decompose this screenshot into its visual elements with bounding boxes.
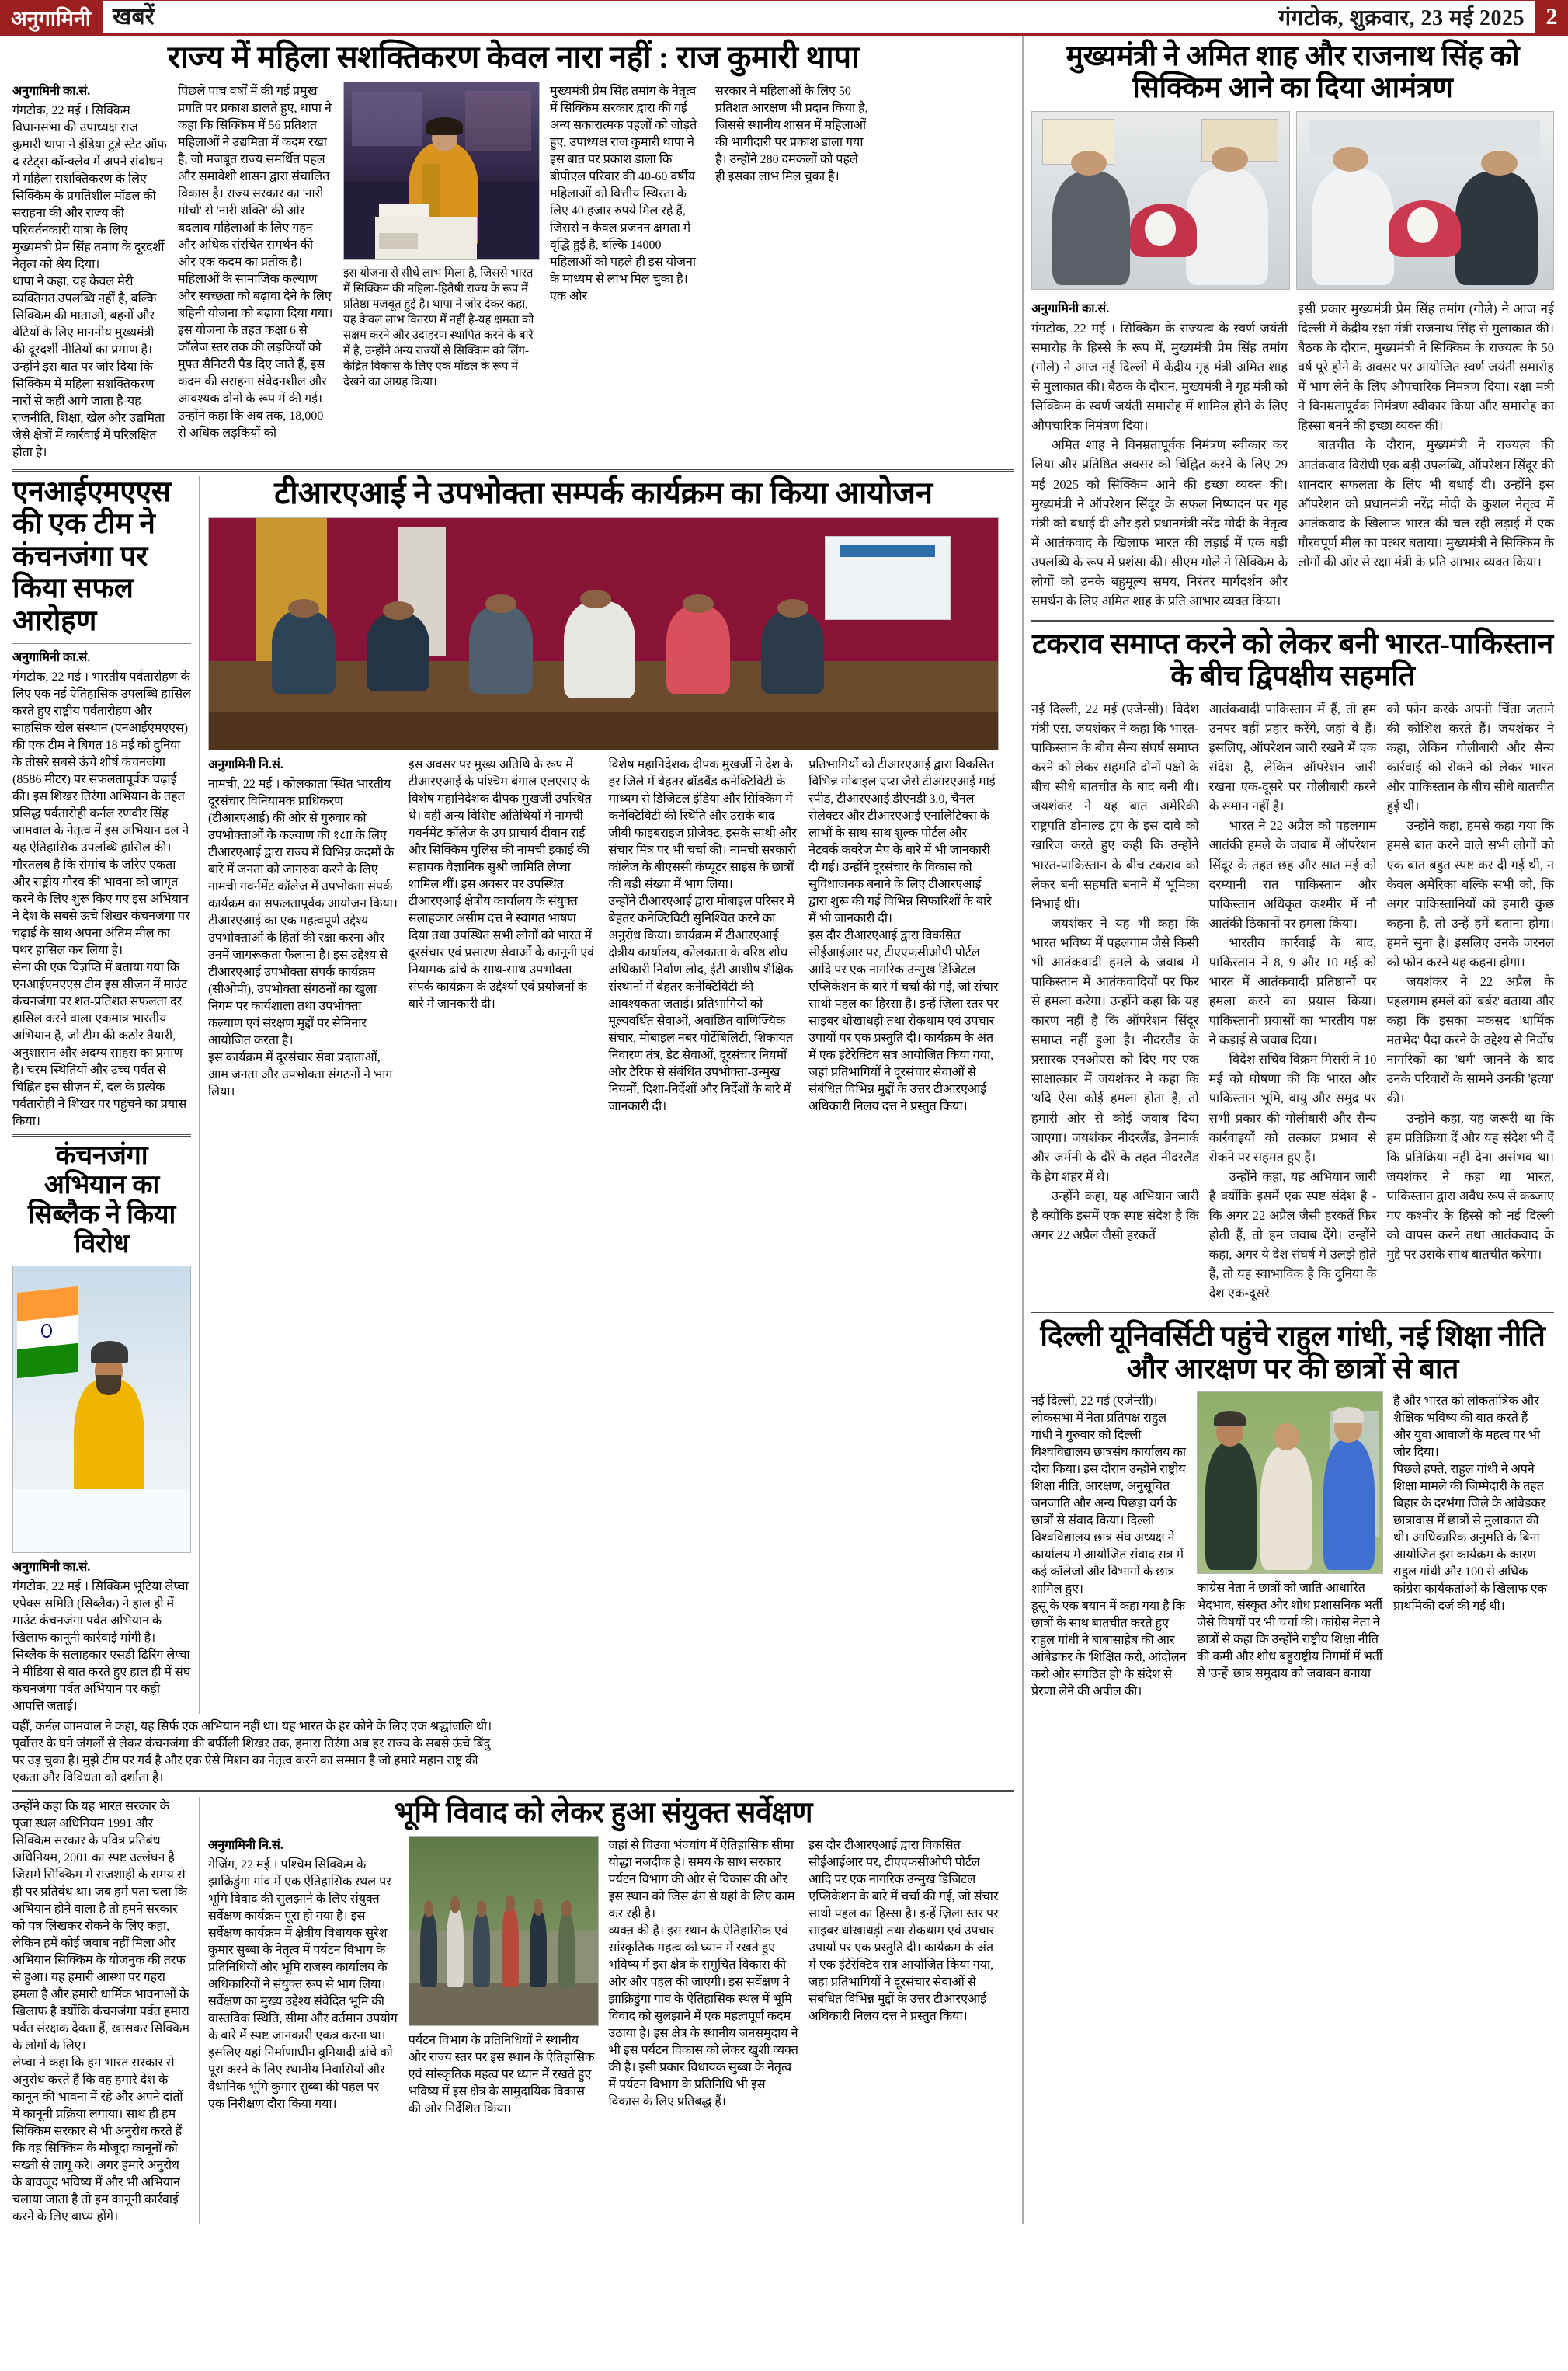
paragraph: विशेष महानिदेशक दीपक मुखर्जी ने देश के हर जिले में बेहतर ब्रॉडबैंड कनेक्टिविटी के माध्यम से डिजिटल इंडिया और सिक्किम में कनेक्टिविटी की स्थिति और उसके बाद जीबी फाइबराइज प्रोजेक्ट, इसके साथी और संचार मित्र पर भी चर्चा की। नामची सरकारी कॉलेज के बीएससी कंप्यूटर साइंस के छात्रों की बड़ी संख्या में भाग लिया। bbox=[608, 757, 797, 891]
paragraph: गौरतलब है कि रोमांच के जरिए एकता और राष्ट्रीय गौरव की भावना को जागृत करने के लिए शुरू किए गए इस अभियान ने देश के सबसे ऊंचे शिखर कंचनजंगा पर चढ़ाई के साथ अपना अंतिम मील का पथर हासिल कर लिया है। bbox=[12, 858, 190, 957]
byline: अनुगामिनी का.सं. bbox=[12, 650, 91, 664]
paragraph: विदेश सचिव विक्रम मिसरी ने 10 मई को घोषणा की कि भारत और पाकिस्तान भूमि, वायु और समुद्र पर सभी प्रकार की गोलीबारी और सैन्य कार्रवाइयों को तत्काल प्रभाव से रोकने पर सहमत हुए हैं। bbox=[1208, 1052, 1377, 1165]
paragraph: पिछले हफ्ते, राहुल गांधी ने अपने शिक्षा मामले की जिम्मेदारी के तहत बिहार के दरभंगा जिले के आंबेडकर छात्रावास में छात्रों से मुलाकात की थी। आधिकारिक अनुमति के बिना आयोजित इस कार्यक्रम के कारण राहुल गांधी और 100 से अधिक कांग्रेस कार्यकर्ताओं के खिलाफ एक प्राथमिकी दर्ज की गई थी। bbox=[1393, 1463, 1547, 1614]
headline-women-empowerment: राज्य में महिला सशक्तिकरण केवल नारा नहीं : राज कुमारी थापा bbox=[167, 40, 860, 75]
photo-rahul-gandhi bbox=[1197, 1391, 1383, 1574]
paragraph: उन्होंने कहा कि यह भारत सरकार के पूजा स्थल अधिनियम 1991 और सिक्किम सरकार के पवित्र प्रतिबंध अधिनियम, 2001 का स्पष्ट उल्लंघन है जिसमें सिक्किम में राजशाही के समय से ही पर प्रतिबंध था। जब हमें पता चला कि अभियान होने वाला है तो हमने सरकार को पत्र लिखकर रोकने के लिए कहा, लेकिन हमें कोई जवाब नहीं मिला और अभियान सिक्किम के योजनुक की तरफ से हुआ। यह हमारी आस्था पर गहरा हमला है और हमारी धार्मिक भावनाओं के खिलाफ है क्योंकि कंचनजंगा पर्वत हमारा पर्वत संरक्षक देवता हैं, खासकर सिक्किम के लोगों के लिए। bbox=[12, 1800, 189, 2053]
story-women-empowerment bbox=[5, 36, 1022, 465]
paragraph: इसी प्रकार मुख्यमंत्री प्रेम सिंह तमांग (गोले) ने आज नई दिल्ली में केंद्रीय रक्षा मंत्री राजनाथ सिंह से मुलाकात की। बैठक के दौरान, मुख्यमंत्री ने सिक्किम के राज्यत्व के 50 वर्ष पूरे होने के अवसर पर आयोजित स्वर्ण जयंती समारोह में भाग लेने के लिए औपचारिक निमंत्रण दिया। रक्षा मंत्री ने विनम्रतापूर्वक निमंत्रण स्वीकार किया और समारोह का हिस्सा बनने की इच्छा व्यक्त की। bbox=[1298, 301, 1554, 433]
paragraph: को फोन करके अपनी चिंता जताने की कोशिश करते हैं। जयशंकर ने कहा, लेकिन गोलीबारी और सैन्य कार्रवाई को रोकने को लेकर भारत और पाकिस्तान के बीच सीधे बातचीत हुई थी। bbox=[1386, 701, 1555, 814]
paragraph: वहीं, कर्नल जामवाल ने कहा, यह सिर्फ एक अभियान नहीं था। यह भारत के हर कोने के लिए एक श्रद्धांजलि थी। पूर्वोत्तर के घने जंगलों से लेकर कंचनजंगा की बर्फीली शिखर तक, हमारा तिरंगा अब हर राज्य के सबसे ऊंचे बिंदु पर उड़ चुका है। मुझे टीम पर गर्व है और एक ऐसे मिशन का नेतृत्व करने का सम्मान है जो हमारे महान राष्ट्र की एकता और विविधता को दर्शाता है। bbox=[12, 1720, 492, 1785]
bottom-row bbox=[5, 1797, 1022, 2224]
paragraph: नई दिल्ली, 22 मई (एजेन्सी)। लोकसभा में नेता प्रतिपक्ष राहुल गांधी ने गुरुवार को दिल्ली विश्वविद्यालय छात्रसंघ कार्यालय का दौरा किया। इस दौरान उन्होंने राष्ट्रीय शिक्षा नीति, आरक्षण, अनुसूचित जनजाति और अन्य पिछड़ा वर्ग के छात्रों से संवाद किया। दिल्ली विश्वविद्यालय छात्र संघ अध्यक्ष ने कार्यालय में आयोजित संवाद सत्र में कई कॉलेजों और विभागों के छात्र शामिल हुए। bbox=[1031, 1394, 1187, 1596]
we-col-5 bbox=[715, 82, 871, 460]
nimas-continuation bbox=[5, 1717, 1022, 1785]
silblack-continuation bbox=[5, 1797, 199, 2224]
india-pak-columns bbox=[1031, 699, 1554, 1303]
mid-row bbox=[5, 476, 1022, 1715]
divider bbox=[12, 469, 1014, 472]
paragraph: टीआरएआई का एक महत्वपूर्ण उद्देश्य उपभोक्ताओं के हितों की रक्षा करना और उनमें जागरूकता फैलाना है। इस उद्देश्य से टीआरएआई उपभोक्ता संपर्क कार्यक्रम (सीओपी), उपभोक्ता संगठनों का खुला निगम पर कार्यशाला तथा उपभोक्ता कल्याण एवं संरक्षण मुद्दों पर सेमिनार आयोजित करता है। bbox=[208, 914, 388, 1047]
paragraph: इस योजना से सीधे लाभ मिला है, जिससे भारत में सिक्किम की महिला-हितैषी राज्य के रूप में प्रतिष्ठा मजबूत हुई है। थापा ने जोर देकर कहा, यह केवल लाभ वितरण में नहीं है-यह क्षमता को सक्षम करने और उदाहरण स्थापित करने के बारे में है, उन्होंने अन्य राज्यों से सिक्किम को लिंग-केंद्रित विकास के लिए एक मॉडल के रूप में देखने का आग्रह किया। bbox=[343, 266, 534, 388]
story-cm-invite bbox=[1024, 36, 1562, 615]
paragraph: उन्होंने कहा, यह अभियान जारी है क्योंकि इसमें एक स्पष्ट संदेश है कि अगर 22 अप्रैल जैसी हरकतें bbox=[1031, 1188, 1199, 1243]
headline-nimas: एनआईएमएएस की एक टीम ने कंचनजंगा पर किया सफल आरोहण bbox=[12, 475, 171, 637]
paragraph: सरकार ने महिलाओं के लिए 50 प्रतिशत आरक्षण भी प्रदान किया है, जिससे स्थानीय शासन में महिलाओं की भागीदारी पर प्रकाश डाला गया है। उन्होंने 280 दमकलों को पहले ही इसका लाभ मिल चुका है। bbox=[715, 84, 868, 183]
newspaper-brand: अनुगामिनी bbox=[0, 0, 103, 33]
story-india-pak bbox=[1024, 627, 1562, 1307]
paragraph: डूसू के एक बयान में कहा गया है कि छात्रों के साथ बातचीत करते हुए राहुल गांधी ने बाबासाहेब की आर आंबेडकर के 'शिक्षित करो, आंदोलन करो और संगठित हो' के संदेश से प्रेरणा लेने की अपील की। bbox=[1031, 1600, 1187, 1699]
paragraph: नामची, 22 मई । कोलकाता स्थित भारतीय दूरसंचार विनियामक प्राधिकरण (टीआरएआई) की ओर से गुरुवार को उपभोक्ताओं के कल्याण की १८ाा के लिए टीआरएआई द्वारा राज्य में विभिन्न कदमों के बारे में जनता को जागरुक करने के लिए नामची गवर्नमेंट कॉलेज में उपभोक्ता संपर्क कार्यक्रम का सफलतापूर्वक आयोजन किया। bbox=[208, 777, 398, 910]
paragraph: गंगटोक, 22 मई । सिक्किम विधानसभा की उपाध्यक्ष राज कुमारी थापा ने इंडिया टुडे स्टेट ऑफ द स्टेट्स कॉन्क्लेव में अपने संबोधन में महिला सशक्तिकरण के लिए सिक्किम के प्रगतिशील मॉडल की सराहना की और राज्य की परिवर्तनकारी यात्रा के लिए मुख्यमंत्री प्रेम सिंह तमांग के दूरदर्शी नेतृत्व को श्रेय दिया। bbox=[12, 103, 167, 271]
story-silblack bbox=[12, 1141, 191, 1714]
divider bbox=[12, 1790, 1014, 1792]
byline: अनुगामिनी का.सं. bbox=[12, 1561, 91, 1575]
paragraph: जहां से चिउवा भंज्यांग में ऐतिहासिक सीमा योद्धा नजदीक है। समय के साथ सरकार पर्यटन विभाग की ओर से विकास की ओर इस स्थान को जिस ढंग से यहां के लिए काम कर रही है। bbox=[608, 1838, 795, 1920]
right-zone bbox=[1022, 36, 1562, 2224]
paragraph: कांग्रेस नेता ने छात्रों को जाति-आधारित भेदभाव, संस्कृत और शोध प्रशासनिक भर्ती जैसे विषयों पर भी चर्चा की। कांग्रेस नेता ने छात्रों से कहा कि उन्होंने राष्ट्रीय शिक्षा नीति की कमी और शोध बहुराष्ट्रीय निगमों में भर्ती से 'उन्हें' छात्र समुदाय को जवाबन बनाया bbox=[1197, 1582, 1383, 1681]
paragraph: सर्वेक्षण का मुख्य उद्देश्य संवेदित भूमि की वास्तविक स्थिति, सीमा और वर्तमान उपयोग के बारे में स्पष्ट जानकारी एकत्र करना था। इसलिए यहां निर्माणाधीन बुनियादी ढांचे को पूरा करने के लिए स्थानीय निवासियों और वैधानिक भूमि कुमार सुब्बा की पहल पर एक निरीक्षण दौरा किया गया। bbox=[208, 1994, 398, 2111]
cm-photos bbox=[1031, 111, 1554, 294]
masthead-dateline: गंगटोक, शुक्रवार, 23 मई 2025 bbox=[1278, 5, 1525, 30]
paragraph: उन्होंने कहा, हमसे कहा गया कि हमसे बात करने वाले सभी लोगों को एक बात बहुत स्पष्ट कर दी गई थी, न केवल अमेरिका बल्कि सभी को, कि अगर पाकिस्तानियों को हमारी कुछ कहना है, तो उन्हें हमें बताना होगा। हमने सुना है। इसलिए उनके जरनल को फोन करने यह कहना होगा। bbox=[1386, 818, 1555, 970]
rahul-columns bbox=[1031, 1391, 1554, 1699]
cm-invite-columns bbox=[1031, 299, 1554, 611]
paragraph: थापा ने कहा, यह केवल मेरी व्यक्तिगत उपलब्धि नहीं है, बल्कि सिक्किम की माताओं, बहनों और बेटियों के लिए माननीय मुख्यमंत्री की दूरदर्शी नीतियों का प्रमाण है। उन्होंने इस बात पर जोर दिया कि सिक्किम में महिला सशक्तिकरण नारों से कहीं आगे जाता है-यह राजनीति, शिक्षा, खेल और उद्यमिता जैसे क्षेत्रों में कार्रवाई में परिलक्षित होता है। bbox=[12, 274, 165, 459]
divider bbox=[12, 1134, 191, 1137]
we-col-1 bbox=[12, 82, 168, 460]
left-zone bbox=[5, 36, 1022, 2224]
story-bhumi bbox=[199, 1797, 1007, 2224]
we-col-4 bbox=[550, 82, 705, 460]
photo-cm-with-rajnath-singh bbox=[1296, 111, 1555, 290]
paragraph: भारतीय कार्रवाई के बाद, पाकिस्तान ने 8, 9 और 10 मई को भारत में आतंकवादी प्रतिष्ठानों पर हमला करने का प्रयास किया। पाकिस्तानी प्रयासों का भारतीय पक्ष ने कड़ाई से जवाब दिया। bbox=[1208, 935, 1377, 1048]
paragraph: लेप्चा ने कहा कि हम भारत सरकार से अनुरोध करते हैं कि वह हमारे देश के कानून की भावना में रहे और अपने दांतों में कानूनी प्रक्रिया लगाया। साथ ही हम सिक्किम सरकार से भी अनुरोध करते हैं कि वह सिक्किम के मौजूदा कानूनों को सख्ती से लागू करे। अगर हमारे अनुरोध के बावजूद भविष्य में और भी अभियान चलाया जाता है तो हम कानूनी कार्रवाई करने के लिए बाध्य होंगे। bbox=[12, 2056, 183, 2224]
paragraph: प्रतिभागियों को टीआरएआई द्वारा विकसित विभिन्न मोबाइल एप्स जैसे टीआरएआई माई स्पीड, टीआरएआई डीएनडी 3.0, चैनल सेलेक्टर और टीआरएआई एनालिटिक्स के लाभों के साथ-साथ शुल्क पोर्टल और नेटवर्क कवरेज मैप के बारे में भी जानकारी दी गई। उन्होंने दूरसंचार के विकास को सुविधाजनक बनाने के लिए टीआरएआई द्वारा शुरू की गई विभिन्न सिफारिशों के बारे में भी जानकारी दी। bbox=[808, 757, 996, 925]
paragraph: नई दिल्ली, 22 मई (एजेन्सी)। विदेश मंत्री एस. जयशंकर ने कहा कि भारत-पाकिस्तान के बीच सैन्य संघर्ष समाप्त करने को लेकर सहमति दोनों पक्षों के बीच सीधे बातचीत के बाद बनी थी। जयशंकर ने यह बात अमेरिकी राष्ट्रपति डोनाल्ड ट्रंप के इस दावे को खारिज करते हुए कही कि उन्होंने भारत-पाकिस्तान के बीच टकराव को लेकर बनी सहमति बनाने में भूमिका निभाई थी। bbox=[1031, 701, 1199, 911]
headline-silblack: कंचनजंगा अभियान का सिब्लैक ने किया विरोध bbox=[27, 1140, 176, 1259]
headline-cm-invite: मुख्यमंत्री ने अमित शाह और राजनाथ सिंह को सिक्किम आने का दिया आमंत्रण bbox=[1066, 40, 1520, 105]
photo-cm-with-amit-shah bbox=[1031, 111, 1290, 290]
paragraph: इस अवसर पर मुख्य अतिथि के रूप में टीआरएआई के पश्चिम बंगाल एलएसए के विशेष महानिदेशक दीपक मुखर्जी उपस्थित थे। वहीं अन्य विशिष्ट अतिथियों में नामची गवर्नमेंट कॉलेज के उप प्राचार्य दीवान राई और सिक्किम पुलिस की नामची इकाई की सहायक वैज्ञानिक सुश्री जामिति लेप्चा शामिल थीं। इस अवसर पर उपस्थित टीआरएआई क्षेत्रीय कार्यालय के संयुक्त सलाहकार असीम दत्त ने स्वागत भाषण दिया तथा उपस्थित सभी लोगों को भारत में दूरसंचार एवं प्रसारण सेवाओं के कानूनी एवं नियामक ढांचे के साथ-साथ उपभोक्ता संपर्क कार्यक्रम के उद्देश्यों एवं प्रयोजनों के बारे में जानकारी दी। bbox=[408, 757, 594, 1011]
paragraph: इस कार्यक्रम में दूरसंचार सेवा प्रदाताओं, आम जनता और उपभोक्ता संगठनों ने भाग लिया। bbox=[208, 1050, 393, 1098]
paragraph: अमित शाह ने विनम्रतापूर्वक निमंत्रण स्वीकार कर लिया और प्रतिष्ठित अवसर को चिह्नित करने के लिए 29 मई 2025 को सिक्किम आने की इच्छा व्यक्त की। मुख्यमंत्री ने ऑपरेशन सिंदूर के सफल निष्पादन पर गृह मंत्री को बधाई दी और इसे प्रधानमंत्री नरेंद्र मोदी के नेतृत्व में आतंकवाद के खिलाफ भारत की लड़ाई में एक बड़ी उपलब्धि के रूप में प्रशंसा की। सीएम गोले ने सिक्किम के लोगों को उनके बहुमूल्य समय, निरंतर मार्गदर्शन और समर्थन के लिए अमित शाह के प्रति आभार व्यक्त किया। bbox=[1031, 437, 1288, 608]
divider bbox=[1031, 1312, 1554, 1314]
paragraph: पिछले पांच वर्षों में की गई प्रमुख प्रगति पर प्रकाश डालते हुए, थापा ने कहा कि सिक्किम में 56 प्रतिशत महिलाओं ने उद्यमिता में कदम रखा है, जो मजबूत राज्य समर्थित पहल और समावेशी शासन द्वारा संचालित विकास है। राज्य सरकार का 'नारी मोर्चा' से 'नारी शक्ति' की ओर बदलाव महिलाओं के लिए गहन और अधिक संरचित समर्थन की ओर एक कदम का प्रतीक है। महिलाओं के सामाजिक कल्याण और स्वच्छता को बढ़ावा देने के लिए बहिनी योजना को बढ़ावा दिया गया। इस योजना के तहत कक्षा 6 से कॉलेज स्तर तक की लड़कियों को मुफ्त सैनिटरी पैड दिए जाते हैं, इस कदम की सराहना संवेदनशील और आवश्यक दोनों के रूप में की गई। bbox=[178, 84, 333, 406]
story-trai bbox=[199, 476, 1007, 1715]
paragraph: उन्होंने टीआरएआई द्वारा मोबाइल परिसर में बेहतर कनेक्टिविटी सुनिश्चित करने का अनुरोध किया। कार्यक्रम में टीआरएआई क्षेत्रीय कार्यालय, कोलकाता के वरिष्ठ शोध अधिकारी निर्वाण लोद, ईटी आशीष शैक्षिक संस्थानों में बेहतर कनेक्टिविटी की आवश्यकता जताई। प्रतिभागियों को मूल्यवर्धित सेवाओं, अवांछित वाणिज्यिक संचार, मोबाइल नंबर पोर्टेबिलिटी, शिकायत निवारण तंत्र, डेट सेवाओं, दूरसंचार नियमों और टैरिफ से संबंधित उपभोक्ता-उन्मुख नियमों, दिशा-निर्देशों और निर्देशों के बारे में जानकारी दी। bbox=[608, 894, 795, 1113]
byline: अनुगामिनी का.सं. bbox=[1031, 301, 1110, 315]
divider bbox=[1031, 620, 1554, 622]
masthead bbox=[0, 0, 1568, 36]
paragraph: भारत ने 22 अप्रैल को पहलगाम आतंकी हमले के जवाब में ऑपरेशन सिंदूर के तहत छह और सात मई को दरम्यानी रात पाकिस्तान और पाकिस्तान अधिकृत कश्मीर में नौ आतंकी ठिकानों पर हमला किया। bbox=[1208, 818, 1377, 931]
masthead-center bbox=[103, 1, 1535, 33]
byline: अनुगामिनी नि.सं. bbox=[208, 1838, 283, 1852]
page-body bbox=[0, 36, 1568, 2224]
paragraph: इस दौर टीआरएआई द्वारा विकसित सीईआईआर पर, टीएएफसीओपी पोर्टल आदि पर एक नागरिक उन्मुख डिजिटल एप्लिकेशन के बारे में चर्चा की गई, जो संचार साथी पहल का हिस्सा है। इन्हें ज़िला स्तर पर साइबर धोखाधड़ी तथा रोकथाम एवं उपचार उपायों पर एक प्रस्तुति दी। कार्यक्रम के अंत में एक इंटेरेक्टिव सत्र आयोजित किया गया, जहां प्रतिभागियों ने दूरसंचार सेवाओं से संबंधित विभिन्न मुद्दों के उत्तर टीआरएआई अधिकारी निलय दत्त ने प्रस्तुत किया। bbox=[808, 928, 999, 1113]
headline-india-pak: टकराव समाप्त करने को लेकर बनी भारत-पाकिस्तान के बीच द्विपक्षीय सहमति bbox=[1032, 628, 1553, 693]
byline: अनुगामिनी नि.सं. bbox=[208, 757, 283, 771]
headline-rahul-gandhi: दिल्ली यूनिवर्सिटी पहुंचे राहुल गांधी, नई शिक्षा नीति और आरक्षण पर की छात्रों से बात bbox=[1040, 1321, 1545, 1385]
paragraph: बातचीत के दौरान, मुख्यमंत्री ने राज्यत्व की आतंकवाद विरोधी एक बड़ी उपलब्धि, ऑपरेशन सिंदूर की शानदार सफलता के लिए भी बधाई दी। उन्होंने इस ऑपरेशन को प्रधानमंत्री नरेंद्र मोदी के कुशल नेतृत्व में आतंकवाद के खिलाफ भारत की चल रही लड़ाई में एक गौरवपूर्ण मील का पत्थर बताया। मुख्यमंत्री ने सिक्किम के लोगों की ओर से रक्षा मंत्री के प्रति आभार व्यक्त किया। bbox=[1298, 437, 1554, 569]
byline: अनुगामिनी का.सं. bbox=[12, 84, 91, 98]
story-nimas bbox=[5, 476, 199, 1715]
we-col-2 bbox=[178, 82, 333, 460]
divider bbox=[12, 643, 191, 644]
paragraph: गंगटोक, 22 मई । सिक्किम भूटिया लेप्चा एपेक्स समिति (सिब्लैक) ने हाल ही में माउंट कंचनजंगा पर्वत अभियान के खिलाफ कानूनी कार्रवाई मांगी है। सिब्लैक के सलाहकार एसडी ढिरिंग लेप्चा ने मीडिया से बात करते हुए हाल ही में संघ कंचनजंगा पर्वत अभियान पर कड़ी आपत्ति जताई। bbox=[12, 1580, 191, 1714]
paragraph: उन्होंने कहा, यह अभियान जारी है क्योंकि इसमें एक स्पष्ट संदेश है - कि अगर 22 अप्रैल जैसी हरकतें फिर होती हैं, तो हम जवाब देंगे। उन्होंने कहा, अगर ये देश संघर्ष में उलझे होते हैं, तो यह स्वाभाविक है कि दुनिया के देश एक-दूसरे bbox=[1208, 1168, 1377, 1301]
headline-bhumi: भूमि विवाद को लेकर हुआ संयुक्त सर्वेक्षण bbox=[394, 1797, 813, 1830]
story-rahul-gandhi bbox=[1024, 1319, 1562, 1704]
paragraph: गंगटोक, 22 मई । सिक्किम के राज्यत्व के स्वर्ण जयंती समारोह के हिस्से के रूप में, मुख्यमंत्री प्रेम सिंह तमांग (गोले) ने आज नई दिल्ली में केंद्रीय गृह मंत्री अमित शाह से मुलाकात की। बैठक के दौरान, मुख्यमंत्री ने गृह मंत्री को सिक्किम के स्वर्ण जयंती समारोह में शामिल होने के लिए औपचारिक निमंत्रण दिया। bbox=[1031, 320, 1288, 433]
photo-raj-kumari-thapa bbox=[343, 82, 540, 260]
paragraph: है और भारत को लोकतांत्रिक और शैक्षिक भविष्य की बात करते हैं और युवा आवाजों के महत्व पर भी जोर दिया। bbox=[1393, 1394, 1541, 1460]
headline-trai: टीआरएआई ने उपभोक्ता सम्पर्क कार्यक्रम का किया आयोजन bbox=[274, 475, 933, 510]
photo-land-survey bbox=[409, 1836, 599, 2026]
paragraph: इस दौर टीआरएआई द्वारा विकसित सीईआईआर पर, टीएएफसीओपी पोर्टल आदि पर एक नागरिक उन्मुख डिजिटल एप्लिकेशन के बारे में चर्चा की गई, जो संचार साथी पहल का हिस्सा है। इन्हें ज़िला स्तर पर साइबर धोखाधड़ी तथा रोकथाम एवं उपचार उपायों पर एक प्रस्तुति दी। कार्यक्रम के अंत में एक इंटेरेक्टिव सत्र आयोजित किया गया, जहां प्रतिभागियों ने दूरसंचार सेवाओं से संबंधित विभिन्न मुद्दों के उत्तर टीआरएआई अधिकारी निलय दत्त ने प्रस्तुत किया। bbox=[808, 1838, 999, 2023]
paragraph: उन्होंने कहा कि अब तक, 18,000 से अधिक लड़कियों को bbox=[178, 409, 324, 440]
paragraph: मुख्यमंत्री प्रेम सिंह तमांग के नेतृत्व में सिक्किम सरकार द्वारा की गई अन्य सकारात्मक पहलों को जोड़ते हुए, उपाध्यक्ष राज कुमारी थापा ने इस बात पर प्रकाश डाला कि बीपीएल परिवार की 40-60 वर्षीय महिलाओं को वित्तीय स्थिरता के लिए 40 हजार रुपये मिल रहे हैं, जिससे न केवल प्रजनन क्षमता में वृद्धि हुई है, बल्कि 14000 महिलाओं को पहले ही इस योजना के माध्यम से लाभ मिल चुका है। एक और bbox=[550, 84, 697, 303]
photo-trai-outreach bbox=[208, 517, 999, 750]
paragraph: जयशंकर ने यह भी कहा कि भारत भविष्य में पहलगाम जैसे किसी भी आतंकवादी हमले के जवाब में पाकिस्तान में आतंकवादियों पर फिर से हमला करेगा। उन्होंने कहा कि यह कारण नहीं है कि ऑपरेशन सिंदूर समाप्त नहीं हुआ है। नीदरलैंड के प्रसारक एनओएस को दिए गए एक साक्षात्कार में जयशंकर ने कहा कि 'यदि ऐसा कोई हमला होता है, तो हमारी ओर से कोई जवाब दिया जाएगा। जयशंकर नीदरलैंड, डेनमार्क और जर्मनी के दौरे के तहत नीदरलैंड के हेग शहर में थे। bbox=[1031, 915, 1199, 1184]
paragraph: उन्होंने कहा, यह जरूरी था कि हम प्रतिक्रिया दें और यह संदेश भी दें कि प्रतिक्रिया नहीं देना असंभव था। जयशंकर ने कहा था भारत, पाकिस्तान द्वारा अवैध रूप से कब्जाए गए कश्मीर के हिस्से को नई दिल्ली को वापस करने तथा आतंकवाद के मुद्दे पर उसके साथ बातचीत करेगा। bbox=[1386, 1110, 1555, 1262]
paragraph: पर्यटन विभाग के प्रतिनिधियों ने स्थानीय और राज्य स्तर पर इस स्थान के ऐतिहासिक एवं सांस्कृतिक महत्व पर ध्यान में रखते हुए भविष्य में इस क्षेत्र के सामुदायिक विकास की ओर निर्देशित किया। bbox=[408, 2033, 595, 2115]
paragraph: गंगटोक, 22 मई । भारतीय पर्वतारोहण के लिए एक नई ऐतिहासिक उपलब्धि हासिल करते हुए राष्ट्रीय पर्वतारोहण और साहसिक खेल संस्थान (एनआईएमएएस) की एक टीम ने बिगत 18 मई को दुनिया के तीसरे सबसे ऊंचे शीर्ष कंचनजंगा (8586 मीटर) पर सफलतापूर्वक चढ़ाई की। इस शिखर तिरंगा अभियान के तहत प्रसिद्ध पर्वतारोही कर्नल रणवीर सिंह जामवाल के नेतृत्व में इस अभियान दल ने यह ऐतिहासिक उपलब्धि हासिल की। bbox=[12, 670, 191, 855]
we-photo-wrap bbox=[343, 82, 540, 460]
paragraph: व्यक्त की है। इस स्थान के ऐतिहासिक एवं सांस्कृतिक महत्व को ध्यान में रखते हुए भविष्य में इस क्षेत्र के समुचित विकास की ओर और पहल की जाएगी। इस सर्वेक्षण ने झाक्रिडुंगा गांव के ऐतिहासिक स्थल में भूमि विवाद को सुलझाने में एक महत्वपूर्ण कदम उठाया है। इस क्षेत्र के स्थानीय जनसमुदाय ने भी इस पर्यटन विकास को लेकर खुशी व्यक्त की है। इसी प्रकार विधायक सुब्बा के नेतृत्व में पर्यटन विभाग के प्रतिनिधि भी इस विकास के लिए प्रतिबद्ध हैं। bbox=[608, 1924, 798, 2108]
paragraph: आतंकवादी पाकिस्तान में हैं, तो हम उनपर वहीं प्रहार करेंगे, जहां वे हैं। इसलिए, ऑपरेशन जारी रखने में एक संदेश है, लेकिन ऑपरेशन जारी रखना एक-दूसरे पर गोलीबारी करने के समान नहीं है। bbox=[1208, 701, 1377, 814]
paragraph: जयशंकर ने 22 अप्रैल के पहलगाम हमले को 'बर्बर' बताया और कहा कि इसका मकसद 'धार्मिक मतभेद' पैदा करने के उद्देश्य से निर्दोष नागरिकों का 'धर्म' जानने के बाद उनके परिवारों के सामने उनकी 'हत्या' की। bbox=[1386, 974, 1555, 1106]
photo-tiranga-climber bbox=[12, 1266, 191, 1553]
page-number: 2 bbox=[1535, 0, 1568, 33]
section-title: खबरें bbox=[112, 3, 155, 30]
trai-columns bbox=[208, 755, 999, 1114]
paragraph: गेजिंग, 22 मई । पश्चिम सिक्किम के झाक्रिडुंगा गांव में एक ऐतिहासिक स्थल पर भूमि विवाद की सुलझाने के लिए संयुक्त सर्वेक्षण कार्यक्रम पूरा हो गया है। इस सर्वेक्षण कार्यक्रम में क्षेत्रीय विधायक सुरेश कुमार सुब्बा के नेतृत्व में पर्यटन विभाग के प्रतिनिधियों और भूमि राजस्व कार्यालय के अधिकारियों ने संयुक्त रूप से भाग लिया। bbox=[208, 1857, 391, 1991]
paragraph: सेना की एक विज्ञप्ति में बताया गया कि एनआईएमएएस टीम इस सीज़न में माउंट कंचनजंगा पर शत-प्रतिशत सफलता दर हासिल करने वाला एकमात्र भारतीय अभियान है, जो टीम की कठोर तैयारी, अनुशासन और अदम्य साहस का प्रमाण है। चरम स्थितियों और उच्च पर्वत से चिह्नित इस सीज़न में, दल के प्रत्येक पर्वतारोही ने शिखर पर पहुंचने का प्रयास किया। bbox=[12, 960, 188, 1128]
